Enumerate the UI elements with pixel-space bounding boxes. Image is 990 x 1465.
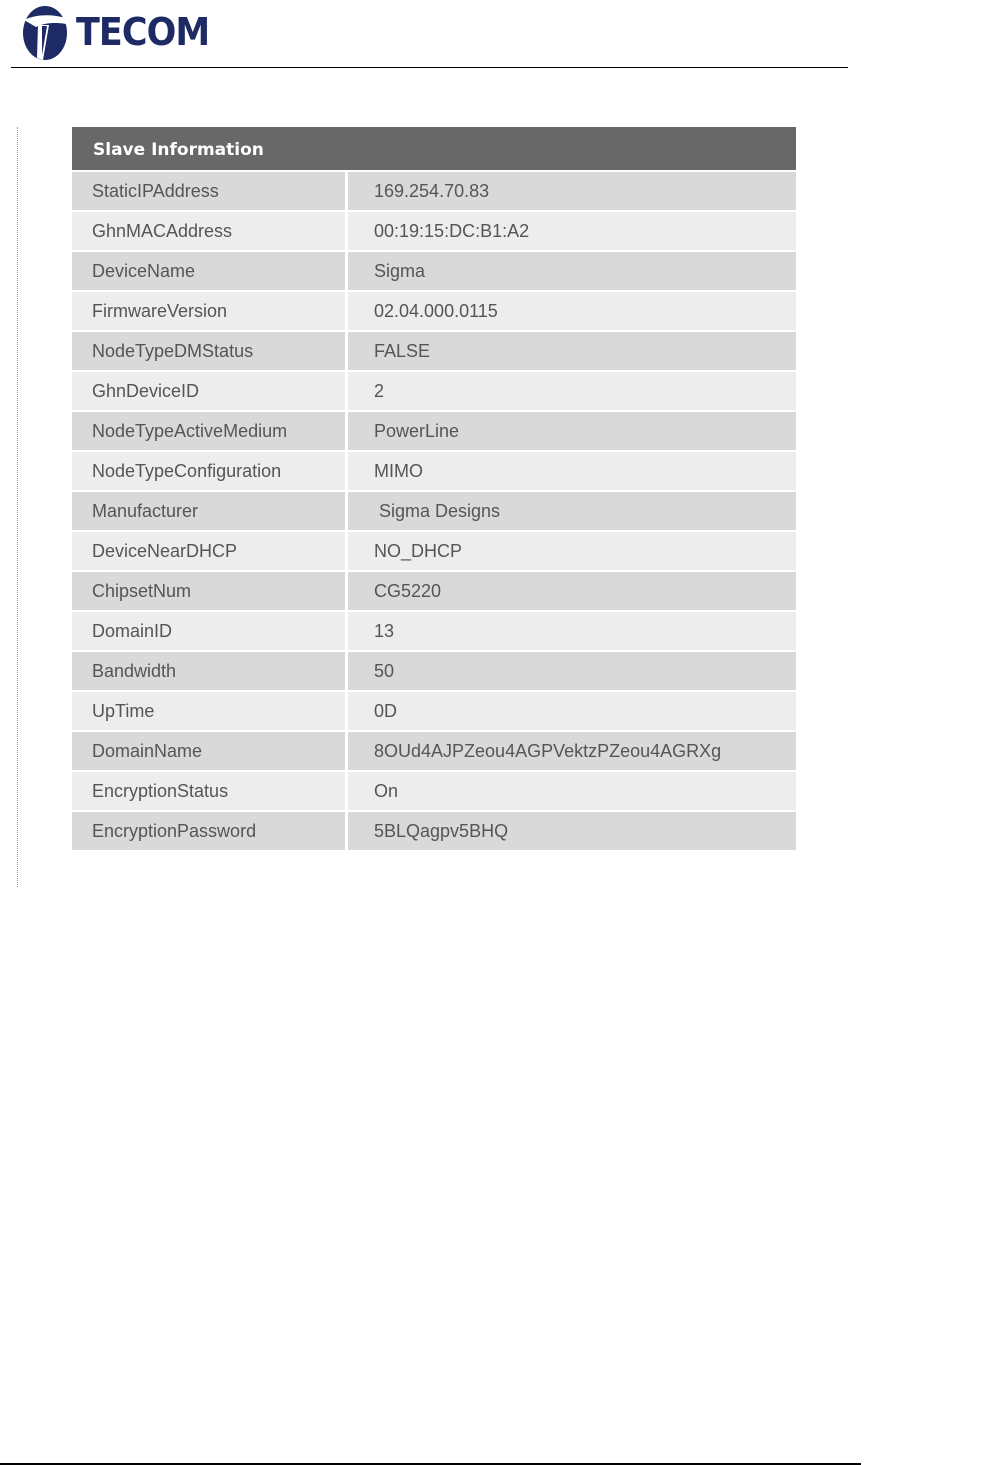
row-value: 8OUd4AJPZeou4AGPVektzPZeou4AGRXg — [348, 732, 796, 772]
row-value: NO_DHCP — [348, 532, 796, 572]
row-key: Manufacturer — [72, 492, 348, 532]
tecom-logo — [22, 2, 221, 62]
page-header — [0, 0, 990, 70]
row-value: 13 — [348, 612, 796, 652]
row-key: StaticIPAddress — [72, 172, 348, 212]
table-row — [72, 452, 796, 492]
row-key: Bandwidth — [72, 652, 348, 692]
row-key: NodeTypeActiveMedium — [72, 412, 348, 452]
tecom-swoosh-icon — [22, 3, 68, 61]
panel-title: Slave Information — [72, 127, 796, 172]
table-row — [72, 412, 796, 452]
table-row — [72, 652, 796, 692]
table-row — [72, 372, 796, 412]
row-value: CG5220 — [348, 572, 796, 612]
table-row — [72, 532, 796, 572]
row-key: DomainID — [72, 612, 348, 652]
row-key: NodeTypeDMStatus — [72, 332, 348, 372]
row-key: EncryptionPassword — [72, 812, 348, 852]
row-value: 169.254.70.83 — [348, 172, 796, 212]
row-key: DeviceNearDHCP — [72, 532, 348, 572]
row-key: EncryptionStatus — [72, 772, 348, 812]
row-key: GhnMACAddress — [72, 212, 348, 252]
table-row — [72, 692, 796, 732]
table-row — [72, 212, 796, 252]
row-key: FirmwareVersion — [72, 292, 348, 332]
row-key: NodeTypeConfiguration — [72, 452, 348, 492]
table-row — [72, 172, 796, 212]
slave-info-table — [72, 172, 796, 852]
row-value: 00:19:15:DC:B1:A2 — [348, 212, 796, 252]
row-key: ChipsetNum — [72, 572, 348, 612]
row-key: DeviceName — [72, 252, 348, 292]
table-row — [72, 612, 796, 652]
row-value: Sigma — [348, 252, 796, 292]
header-divider — [11, 67, 848, 68]
table-row — [72, 492, 796, 532]
table-row — [72, 812, 796, 852]
table-row — [72, 292, 796, 332]
row-value: On — [348, 772, 796, 812]
row-key: DomainName — [72, 732, 348, 772]
table-row — [72, 332, 796, 372]
row-value: 50 — [348, 652, 796, 692]
left-dotted-border — [17, 127, 18, 887]
row-value: FALSE — [348, 332, 796, 372]
table-row — [72, 252, 796, 292]
row-value: Sigma Designs — [348, 492, 796, 532]
row-value: 02.04.000.0115 — [348, 292, 796, 332]
row-value: 5BLQagpv5BHQ — [348, 812, 796, 852]
row-key: UpTime — [72, 692, 348, 732]
row-value: MIMO — [348, 452, 796, 492]
row-value: 2 — [348, 372, 796, 412]
row-key: GhnDeviceID — [72, 372, 348, 412]
table-row — [72, 572, 796, 612]
table-row — [72, 772, 796, 812]
row-value: PowerLine — [348, 412, 796, 452]
slave-information-panel — [72, 127, 796, 852]
brand-name: TECOM — [76, 10, 210, 54]
row-value: 0D — [348, 692, 796, 732]
table-row — [72, 732, 796, 772]
